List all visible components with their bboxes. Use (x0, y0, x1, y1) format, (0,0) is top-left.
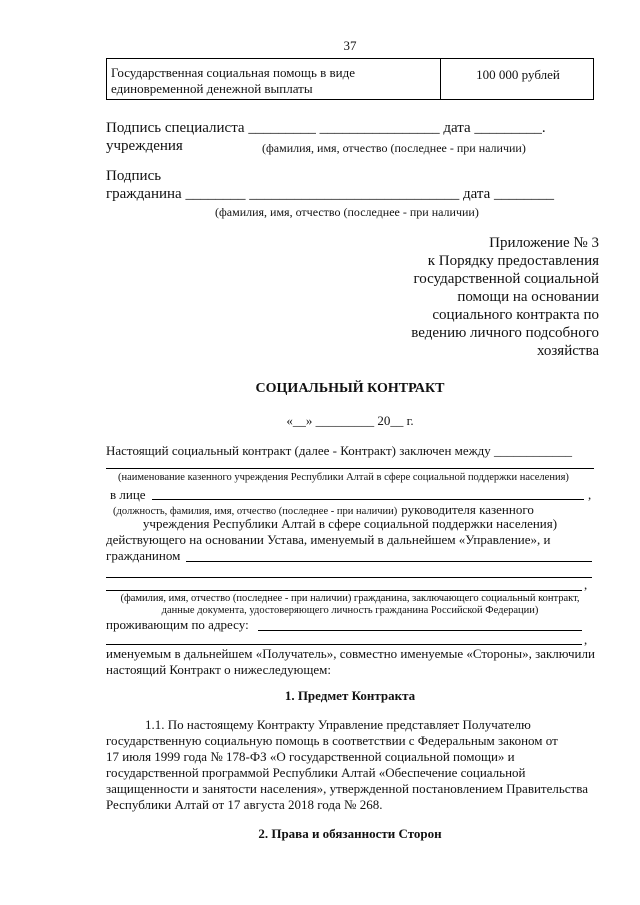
contract-intro: Настоящий социальный контракт (далее - Контракт) заключен между ____________ (106, 443, 572, 458)
address-line-2 (106, 644, 582, 645)
table-cell-amount: 100 000 рублей (476, 67, 560, 82)
institution-hint: (наименование казенного учреждения Республики Алтай в сфере социальной поддержки населения) (118, 472, 569, 483)
address-label: проживающим по адресу: (106, 617, 249, 632)
section1-p-line5: защищенности и занятости населения», утвержденной постановлением Правительства (106, 781, 588, 796)
appendix-line4: помощи на основании (457, 289, 599, 305)
appendix-line3: государственной социальной (413, 271, 599, 287)
in-person-label: в лице (110, 487, 146, 502)
appendix-line5: социального контракта по (432, 307, 599, 323)
table-cell-aid-type (111, 65, 355, 97)
citizen-line-comma: , (584, 577, 588, 592)
page-number: 37 (343, 38, 357, 53)
citizen-line-3 (106, 590, 582, 591)
citizen-signature-label: Подпись (106, 168, 162, 184)
in-person-line (152, 499, 584, 500)
citizen-line-2 (106, 577, 592, 578)
section1-title: 1. Предмет Контракта (284, 688, 416, 703)
specialist-name-hint: (фамилия, имя, отчество (последнее - при наличии) (262, 141, 526, 155)
acting-basis: действующего на основании Устава, именуемый в дальнейшем «Управление», и (106, 532, 551, 547)
appendix-line7: хозяйства (536, 343, 599, 359)
appendix-block (411, 234, 599, 360)
specialist-institution-label: учреждения (106, 138, 183, 154)
in-person-comma: , (588, 487, 592, 502)
citizen-word: гражданином (106, 548, 181, 563)
appendix-line2: к Порядку предоставления (427, 253, 599, 269)
section1-p-line3: 17 июля 1999 года № 178-ФЗ «О государственной социальной помощи» и (106, 749, 515, 764)
citizen-hint-line2: данные документа, удостоверяющего личность гражданина Российской Федерации) (161, 605, 539, 616)
section1-p-line2: государственную социальную помощь в соответствии с Федеральным законом от (106, 733, 558, 748)
head-hint-tail: руководителя казенного (401, 502, 534, 517)
citizen-hint-line1: (фамилия, имя, отчество (последнее - при наличии) гражданина, заключающего социальный контракт, (120, 593, 580, 604)
aid-table (106, 58, 594, 100)
recipient-line1: именуемым в дальнейшем «Получатель», совместно именуемые «Стороны», заключили (106, 646, 595, 661)
section1-p-line1: 1.1. По настоящему Контракту Управление представляет Получателю (145, 717, 531, 732)
section1-p-line6: Республики Алтай от 17 августа 2018 года № 268. (106, 797, 383, 812)
appendix-line1: Приложение № 3 (489, 235, 599, 251)
institution-name-line (106, 468, 594, 469)
address-line-1 (258, 630, 582, 631)
table-divider (440, 59, 441, 99)
appendix-line6: ведению личного подсобного (411, 325, 599, 341)
contract-title: СОЦИАЛЬНЫЙ КОНТРАКТ (255, 381, 445, 396)
citizen-signature-line: гражданина ________ ____________________________ дата ________ (106, 186, 555, 202)
section1-p-line4: государственной программой Республики Алтай «Обеспечение социальной (106, 765, 526, 780)
aid-type-line1: Государственная социальная помощь в виде (111, 65, 355, 80)
citizen-name-line (186, 561, 592, 562)
recipient-line2: настоящий Контракт о нижеследующем: (106, 662, 331, 677)
head-hint: (должность, фамилия, имя, отчество (последнее - при наличии) (113, 506, 398, 517)
head-hint-line2: учреждения Республики Алтай в сфере социальной поддержки населения) (142, 516, 558, 531)
address-comma: , (584, 632, 588, 647)
contract-date: «__» _________ 20__ г. (286, 413, 414, 428)
specialist-signature-line: Подпись специалиста _________ ________________ дата _________. (106, 120, 546, 136)
section2-title: 2. Права и обязанности Сторон (258, 826, 442, 841)
citizen-name-hint: (фамилия, имя, отчество (последнее - при наличии) (215, 205, 479, 219)
aid-type-line2: единовременной денежной выплаты (111, 81, 313, 96)
